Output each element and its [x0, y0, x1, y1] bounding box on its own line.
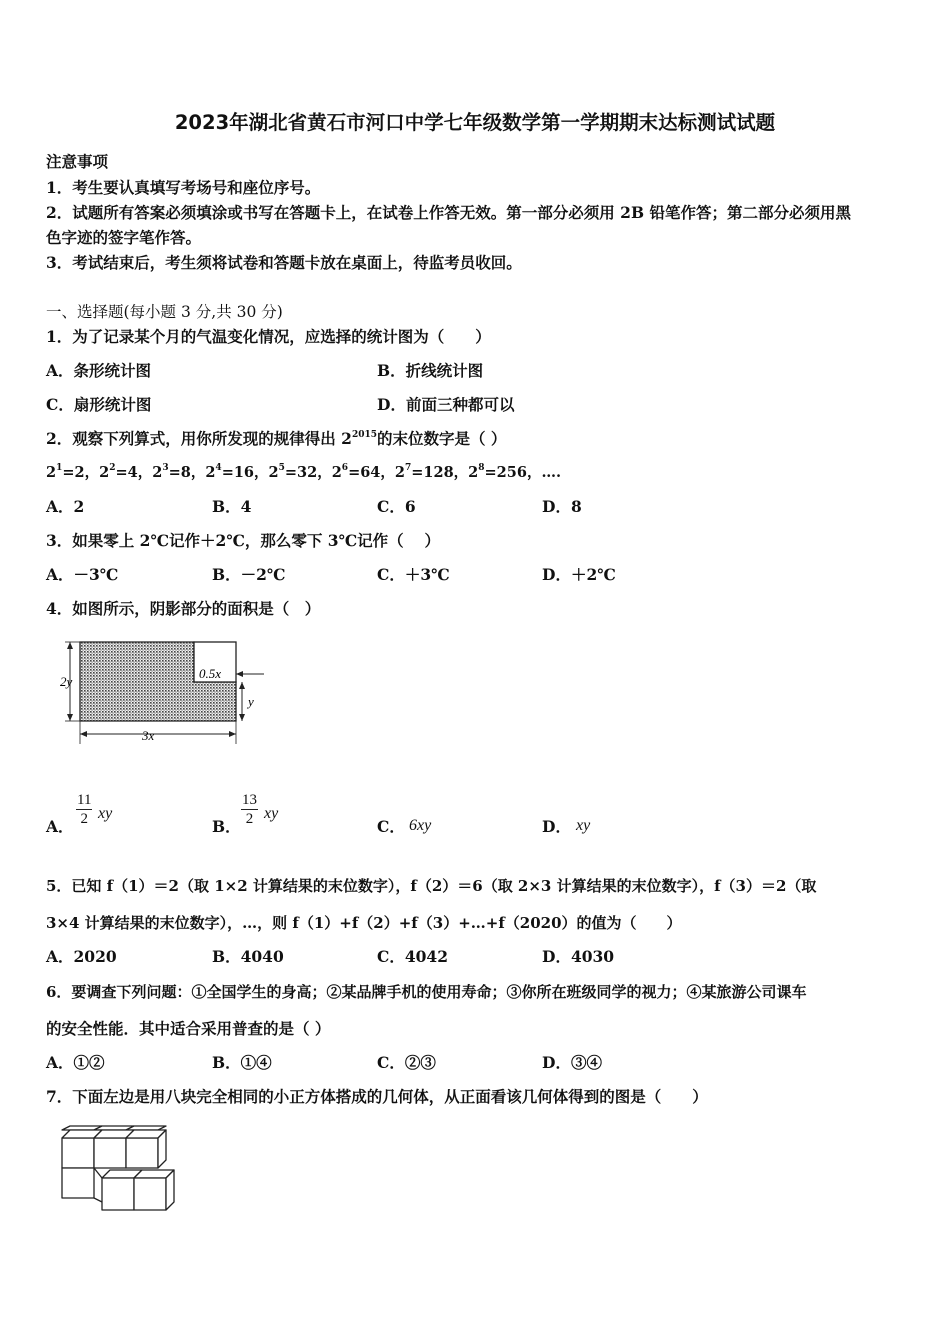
- q1-option-b: B．折线统计图: [377, 361, 484, 380]
- q4-option-b-denominator: 2: [245, 811, 254, 827]
- power-exponent: 8: [478, 463, 485, 473]
- power-base: 2: [331, 464, 342, 481]
- page-title: 2023年湖北省黄石市河口中学七年级数学第一学期期末达标测试试题: [174, 111, 776, 134]
- q4-option-b-fraction: [241, 791, 258, 828]
- power-value: =64，: [348, 464, 395, 481]
- q4-option-c-label: C．: [377, 817, 405, 836]
- q2-option-c: C．6: [377, 497, 416, 516]
- power-item: [332, 464, 395, 481]
- q2-powers-row: [46, 463, 561, 485]
- power-value: =256，….: [484, 464, 561, 481]
- power-item: [99, 464, 152, 481]
- label-0.5x: 0.5x: [199, 666, 222, 681]
- q3-option-a: A．－3℃: [46, 565, 119, 584]
- q5-option-c: C．4042: [377, 947, 448, 966]
- q2-option-d: D．8: [542, 497, 582, 516]
- power-exponent: 3: [162, 463, 169, 473]
- notice-item-1: 1．考生要认真填写考场号和座位序号。: [46, 178, 321, 197]
- q4-option-b-numerator: 13: [242, 792, 257, 808]
- q2-option-a: A．2: [46, 497, 85, 516]
- q2-stem-pre: 2．观察下列算式，用你所发现的规律得出 2: [46, 429, 352, 448]
- power-base: 2: [205, 464, 216, 481]
- q1-option-c: C．扇形统计图: [46, 395, 152, 414]
- q4-option-b-variable: xy: [264, 805, 279, 822]
- q4-option-a-label: A．: [46, 817, 74, 836]
- q4-option-c-expression: 6xy: [409, 817, 432, 834]
- notice-item-3: 3．考试结束后，考生须将试卷和答题卡放在桌面上，待监考员收回。: [46, 253, 522, 272]
- label-2y: 2y: [60, 674, 73, 689]
- notice-item-2-line-1: 2．试题所有答案必须填涂或书写在答题卡上，在试卷上作答无效。第一部分必须用 2B 铅笔作答；第二部分必须用黑: [46, 203, 851, 222]
- q6-option-b: B．①④: [212, 1053, 272, 1072]
- q1-stem: 1．为了记录某个月的气温变化情况，应选择的统计图为（ ）: [46, 327, 491, 346]
- q6-line-1: 6．要调查下列问题：①全国学生的身高；②某品牌手机的使用寿命；③你所在班级同学的视力；④某旅游公司课车: [46, 983, 807, 1001]
- power-exponent: 1: [56, 463, 63, 473]
- label-3x: 3x: [142, 728, 155, 743]
- power-base: 2: [268, 464, 279, 481]
- label-y: y: [248, 694, 254, 709]
- q3-option-b: B．－2℃: [212, 565, 286, 584]
- power-value: =8，: [168, 464, 206, 481]
- q2-stem-exponent: 2015: [351, 430, 378, 440]
- q4-option-a-denominator: 2: [80, 811, 88, 827]
- q4-option-a-variable: xy: [98, 805, 113, 822]
- power-base: 2: [152, 464, 163, 481]
- power-item: [46, 464, 99, 481]
- power-value: =2，: [62, 464, 100, 481]
- power-base: 2: [99, 464, 110, 481]
- power-exponent: 2: [109, 463, 116, 473]
- power-item: [152, 464, 205, 481]
- section-heading: 一、选择题(每小题 3 分,共 30 分): [46, 303, 283, 321]
- q7-cube-figure: [58, 1124, 180, 1216]
- q4-option-d-expression: xy: [576, 817, 591, 834]
- power-value: =128，: [411, 464, 469, 481]
- q2-stem: [46, 429, 506, 452]
- power-exponent: 5: [278, 463, 285, 473]
- power-base: 2: [468, 464, 479, 481]
- q6-line-2: 的安全性能．其中适合采用普查的是（ ）: [46, 1019, 331, 1038]
- q4-option-d-label: D．: [542, 817, 571, 836]
- q3-option-c: C．＋3℃: [377, 565, 450, 584]
- power-item: [468, 464, 561, 481]
- power-base: 2: [394, 464, 405, 481]
- q4-option-a-fraction: [76, 791, 92, 828]
- q6-option-d: D．③④: [542, 1053, 602, 1072]
- q5-option-d: D．4030: [542, 947, 615, 966]
- q4-figure: [60, 636, 270, 748]
- q5-line-1: 5．已知 f（1）＝2（取 1×2 计算结果的末位数字），f（2）＝6（取 2×3 计算结果的末位数字），f（3）＝2（取: [46, 877, 817, 895]
- power-item: [395, 464, 468, 481]
- q4-stem: 4．如图所示，阴影部分的面积是（ ）: [46, 599, 321, 618]
- q5-line-2: 3×4 计算结果的末位数字），…，则 f（1）+f（2）+f（3）+…+f（2020）的值为（ ）: [46, 914, 682, 932]
- power-item: [269, 464, 332, 481]
- q3-stem: 3．如果零上 2℃记作＋2℃，那么零下 3℃记作（ ）: [46, 531, 441, 550]
- q5-option-b: B．4040: [212, 947, 284, 966]
- q1-option-a: A．条形统计图: [46, 361, 152, 380]
- power-item: [205, 464, 268, 481]
- q6-option-c: C．②③: [377, 1053, 436, 1072]
- q6-option-a: A．①②: [46, 1053, 105, 1072]
- q7-stem: 7．下面左边是用八块完全相同的小正方体搭成的几何体，从正面看该几何体得到的图是（ ）: [46, 1087, 708, 1106]
- q1-option-d: D．前面三种都可以: [377, 395, 515, 414]
- notice-heading: 注意事项: [46, 152, 109, 171]
- notice-item-2-line-2: 色字迹的签字笔作答。: [46, 228, 202, 247]
- power-value: =16，: [221, 464, 269, 481]
- power-base: 2: [46, 464, 57, 481]
- q3-option-d: D．＋2℃: [542, 565, 616, 584]
- q4-option-b-label: B．: [212, 817, 241, 836]
- power-value: =4，: [115, 464, 153, 481]
- power-value: =32，: [284, 464, 332, 481]
- q4-option-a-numerator: 11: [77, 792, 92, 808]
- power-exponent: 4: [215, 463, 222, 473]
- q2-stem-post: 的末位数字是（ ）: [377, 429, 507, 448]
- q5-option-a: A．2020: [46, 947, 117, 966]
- q2-option-b: B．4: [212, 497, 252, 516]
- power-exponent: 6: [341, 463, 349, 473]
- power-exponent: 7: [404, 463, 412, 473]
